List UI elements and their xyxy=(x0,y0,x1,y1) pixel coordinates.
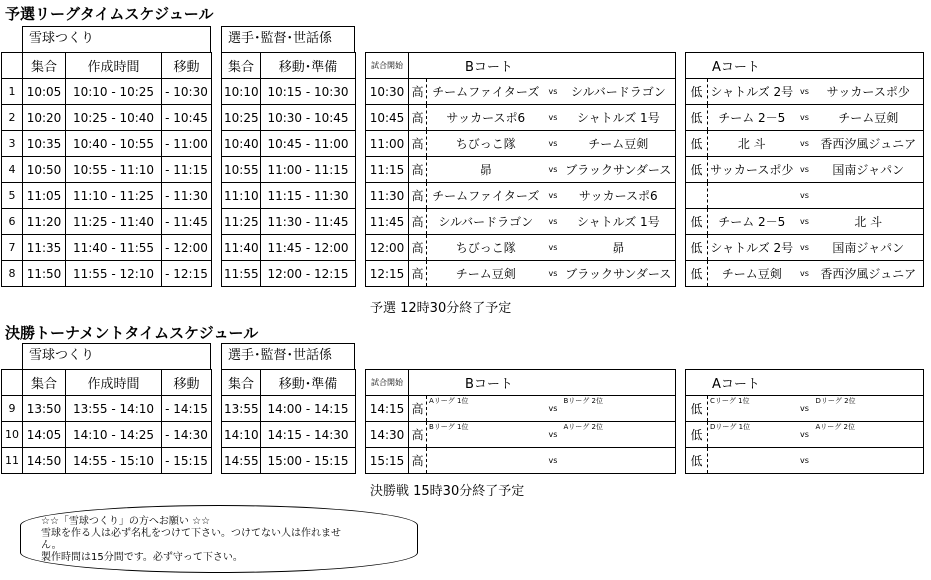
prelim-court-b-row xyxy=(366,261,676,287)
final-court-a-row xyxy=(686,396,924,422)
prelim-staff-row xyxy=(222,235,356,261)
final-snow-table xyxy=(1,369,212,474)
final-court-a-row xyxy=(686,422,924,448)
vs-label: vs xyxy=(545,422,562,448)
vs-label: vs xyxy=(796,79,814,105)
final-court-a-table xyxy=(685,369,924,474)
team-away: シャトルズ 1号 xyxy=(562,105,676,131)
blank-cell xyxy=(2,370,23,396)
staff-meet-time: 11:25 xyxy=(222,209,261,235)
team-home xyxy=(427,448,545,474)
final-title: 決勝トーナメントタイムスケジュール xyxy=(5,324,259,342)
team-away: 国南ジャパン xyxy=(814,235,924,261)
team-away: 香西汐風ジュニア xyxy=(814,131,924,157)
final-snow-row xyxy=(2,448,212,474)
prelim-snow-col-1: 作成時間 xyxy=(66,53,162,79)
round-number: 9 xyxy=(2,396,23,422)
team-away: Aリーグ 2位 xyxy=(814,422,924,448)
staff-move-time: 11:30 - 11:45 xyxy=(261,209,356,235)
level-label: 高 xyxy=(409,448,427,474)
team-away xyxy=(562,448,676,474)
snow-make-time: 11:55 - 12:10 xyxy=(66,261,162,287)
prelim-staff-row xyxy=(222,183,356,209)
final-court-a-row xyxy=(686,448,924,474)
snow-move-time: - 14:30 xyxy=(162,422,212,448)
prelim-staff-row xyxy=(222,105,356,131)
final-court-b-row xyxy=(366,422,676,448)
snow-move-time: - 10:30 xyxy=(162,79,212,105)
snow-meet-time: 14:05 xyxy=(23,422,66,448)
match-start-time: 12:00 xyxy=(366,235,409,261)
team-home: ちびっこ隊 xyxy=(427,235,545,261)
final-staff-table xyxy=(221,369,356,474)
vs-label: vs xyxy=(796,131,814,157)
match-start-time: 15:15 xyxy=(366,448,409,474)
vs-label: vs xyxy=(545,131,562,157)
level-label: 低 xyxy=(686,261,708,287)
snow-meet-time: 14:50 xyxy=(23,448,66,474)
prelim-staff-col-0: 集合 xyxy=(222,53,261,79)
vs-label: vs xyxy=(796,105,814,131)
team-home: チームファイターズ xyxy=(427,79,545,105)
prelim-snow-row xyxy=(2,235,212,261)
team-away: シャトルズ 1号 xyxy=(562,209,676,235)
team-home: ちびっこ隊 xyxy=(427,131,545,157)
prelim-snow-row xyxy=(2,79,212,105)
snow-make-time: 14:10 - 14:25 xyxy=(66,422,162,448)
level-label: 高 xyxy=(409,261,427,287)
staff-move-time: 14:00 - 14:15 xyxy=(261,396,356,422)
snow-meet-time: 11:05 xyxy=(23,183,66,209)
staff-move-time: 15:00 - 15:15 xyxy=(261,448,356,474)
prelim-staff-row xyxy=(222,209,356,235)
snow-make-time: 11:10 - 11:25 xyxy=(66,183,162,209)
final-staff-row xyxy=(222,422,356,448)
prelim-staff-row xyxy=(222,157,356,183)
staff-meet-time: 10:55 xyxy=(222,157,261,183)
prelim-court-a-row xyxy=(686,261,924,287)
prelim-snow-table xyxy=(1,52,212,287)
team-away: Aリーグ 2位 xyxy=(562,422,676,448)
snow-meet-time: 10:50 xyxy=(23,157,66,183)
vs-label: vs xyxy=(796,157,814,183)
prelim-court-b-row xyxy=(366,131,676,157)
snow-make-time: 10:10 - 10:25 xyxy=(66,79,162,105)
staff-meet-time: 14:10 xyxy=(222,422,261,448)
prelim-court-b-table xyxy=(365,52,676,287)
staff-move-time: 12:00 - 12:15 xyxy=(261,261,356,287)
prelim-court-b-row xyxy=(366,79,676,105)
snow-meet-time: 10:05 xyxy=(23,79,66,105)
final-snow-col-2: 移動 xyxy=(162,370,212,396)
notice-line4: 製作時間は15分間です。必ず守って下さい。 xyxy=(41,552,243,563)
final-snow-header: 雪球つくり xyxy=(22,343,211,369)
vs-label: vs xyxy=(545,79,562,105)
prelim-court-a-row xyxy=(686,235,924,261)
staff-meet-time: 11:10 xyxy=(222,183,261,209)
vs-label: vs xyxy=(545,105,562,131)
vs-label: vs xyxy=(796,448,814,474)
prelim-snow-row xyxy=(2,209,212,235)
prelim-court-a-row xyxy=(686,157,924,183)
snow-make-time: 10:40 - 10:55 xyxy=(66,131,162,157)
team-home: 北 斗 xyxy=(708,131,796,157)
team-away xyxy=(814,448,924,474)
vs-label: vs xyxy=(545,396,562,422)
snow-move-time: - 12:00 xyxy=(162,235,212,261)
final-staff-col-0: 集合 xyxy=(222,370,261,396)
prelim-staff-row xyxy=(222,131,356,157)
snow-make-time: 11:25 - 11:40 xyxy=(66,209,162,235)
prelim-court-a-row xyxy=(686,79,924,105)
round-number: 6 xyxy=(2,209,23,235)
staff-meet-time: 10:25 xyxy=(222,105,261,131)
prelim-snow-col-0: 集合 xyxy=(23,53,66,79)
level-label xyxy=(686,183,708,209)
prelim-court-b-row xyxy=(366,157,676,183)
vs-label: vs xyxy=(545,448,562,474)
vs-label: vs xyxy=(545,209,562,235)
round-number: 4 xyxy=(2,157,23,183)
prelim-match-start-label: 試合開始 xyxy=(366,53,409,79)
team-home: Aリーグ 1位 xyxy=(427,396,545,422)
team-away: Dリーグ 2位 xyxy=(814,396,924,422)
vs-label: vs xyxy=(545,235,562,261)
level-label: 高 xyxy=(409,183,427,209)
staff-meet-time: 10:10 xyxy=(222,79,261,105)
final-court-b-table xyxy=(365,369,676,474)
team-home: サッカースポ少 xyxy=(708,157,796,183)
prelim-staff-table xyxy=(221,52,356,287)
team-home: サッカースポ6 xyxy=(427,105,545,131)
prelim-court-a-row xyxy=(686,209,924,235)
level-label: 高 xyxy=(409,79,427,105)
team-away: 昴 xyxy=(562,235,676,261)
final-court-a-label: Aコート xyxy=(686,370,924,396)
final-court-b-row xyxy=(366,396,676,422)
snow-meet-time: 11:50 xyxy=(23,261,66,287)
level-label: 高 xyxy=(409,396,427,422)
team-away xyxy=(814,183,924,209)
final-snow-row xyxy=(2,422,212,448)
team-home: Dリーグ 1位 xyxy=(708,422,796,448)
team-home: チーム豆剣 xyxy=(427,261,545,287)
final-staff-row xyxy=(222,448,356,474)
notice-line1: ☆☆「雪球つくり」の方へお願い ☆☆ xyxy=(41,516,211,527)
match-start-time: 11:00 xyxy=(366,131,409,157)
staff-meet-time: 11:55 xyxy=(222,261,261,287)
match-start-time: 10:30 xyxy=(366,79,409,105)
level-label: 高 xyxy=(409,105,427,131)
final-snow-row xyxy=(2,396,212,422)
vs-label: vs xyxy=(545,157,562,183)
prelim-staff-row xyxy=(222,261,356,287)
notice-box xyxy=(20,505,418,573)
prelim-court-a-row xyxy=(686,105,924,131)
vs-label: vs xyxy=(796,183,814,209)
team-home: Cリーグ 1位 xyxy=(708,396,796,422)
snow-meet-time: 11:35 xyxy=(23,235,66,261)
vs-label: vs xyxy=(545,261,562,287)
team-away: Bリーグ 2位 xyxy=(562,396,676,422)
vs-label: vs xyxy=(796,235,814,261)
final-court-b-row xyxy=(366,448,676,474)
snow-move-time: - 11:30 xyxy=(162,183,212,209)
round-number: 3 xyxy=(2,131,23,157)
prelim-snow-row xyxy=(2,131,212,157)
prelim-court-a-label: Aコート xyxy=(686,53,924,79)
notice-line2: 雪球を作る人は必ず名札をつけて下さい。つけてない人は作れませ xyxy=(41,528,341,539)
team-home: チームファイターズ xyxy=(427,183,545,209)
vs-label: vs xyxy=(796,261,814,287)
snow-make-time: 10:25 - 10:40 xyxy=(66,105,162,131)
level-label: 低 xyxy=(686,79,708,105)
level-label: 低 xyxy=(686,422,708,448)
team-home xyxy=(708,448,796,474)
staff-meet-time: 10:40 xyxy=(222,131,261,157)
final-staff-col-1: 移動･準備 xyxy=(261,370,356,396)
prelim-court-b-row xyxy=(366,209,676,235)
final-snow-col-1: 作成時間 xyxy=(66,370,162,396)
team-away: 香西汐風ジュニア xyxy=(814,261,924,287)
round-number: 1 xyxy=(2,79,23,105)
team-away: チーム豆剣 xyxy=(562,131,676,157)
prelim-snow-row xyxy=(2,105,212,131)
prelim-staff-col-1: 移動･準備 xyxy=(261,53,356,79)
prelim-court-b-row xyxy=(366,235,676,261)
final-court-b-label: Bコート xyxy=(409,370,676,396)
match-start-time: 11:15 xyxy=(366,157,409,183)
round-number: 8 xyxy=(2,261,23,287)
team-away: シルバードラゴン xyxy=(562,79,676,105)
prelim-court-a-table xyxy=(685,52,924,287)
team-away: サッカースポ少 xyxy=(814,79,924,105)
team-home: チーム豆剣 xyxy=(708,261,796,287)
round-number: 11 xyxy=(2,448,23,474)
prelim-snow-header: 雪球つくり xyxy=(22,26,211,52)
snow-meet-time: 10:35 xyxy=(23,131,66,157)
snow-move-time: - 12:15 xyxy=(162,261,212,287)
staff-move-time: 10:45 - 11:00 xyxy=(261,131,356,157)
snow-make-time: 11:40 - 11:55 xyxy=(66,235,162,261)
blank-cell xyxy=(2,53,23,79)
team-home xyxy=(708,183,796,209)
team-away: サッカースポ6 xyxy=(562,183,676,209)
snow-move-time: - 10:45 xyxy=(162,105,212,131)
level-label: 低 xyxy=(686,448,708,474)
team-away: チーム豆剣 xyxy=(814,105,924,131)
team-away: 国南ジャパン xyxy=(814,157,924,183)
round-number: 10 xyxy=(2,422,23,448)
snow-move-time: - 11:45 xyxy=(162,209,212,235)
level-label: 低 xyxy=(686,157,708,183)
prelim-court-b-label: Bコート xyxy=(409,53,676,79)
staff-move-time: 11:15 - 11:30 xyxy=(261,183,356,209)
team-away: ブラックサンダース xyxy=(562,157,676,183)
level-label: 高 xyxy=(409,209,427,235)
snow-meet-time: 13:50 xyxy=(23,396,66,422)
level-label: 低 xyxy=(686,209,708,235)
team-away: 北 斗 xyxy=(814,209,924,235)
staff-move-time: 10:15 - 10:30 xyxy=(261,79,356,105)
prelim-end-note: 予選 12時30分終了予定 xyxy=(370,301,512,316)
prelim-court-a-row xyxy=(686,131,924,157)
snow-move-time: - 14:15 xyxy=(162,396,212,422)
round-number: 7 xyxy=(2,235,23,261)
round-number: 5 xyxy=(2,183,23,209)
staff-meet-time: 14:55 xyxy=(222,448,261,474)
team-home: 昴 xyxy=(427,157,545,183)
match-start-time: 11:45 xyxy=(366,209,409,235)
vs-label: vs xyxy=(796,396,814,422)
final-snow-col-0: 集合 xyxy=(23,370,66,396)
prelim-snow-row xyxy=(2,183,212,209)
prelim-court-a-row xyxy=(686,183,924,209)
staff-move-time: 10:30 - 10:45 xyxy=(261,105,356,131)
level-label: 低 xyxy=(686,131,708,157)
match-start-time: 11:30 xyxy=(366,183,409,209)
level-label: 高 xyxy=(409,157,427,183)
snow-move-time: - 11:15 xyxy=(162,157,212,183)
team-home: Bリーグ 1位 xyxy=(427,422,545,448)
match-start-time: 14:15 xyxy=(366,396,409,422)
team-home: チーム 2－5 xyxy=(708,105,796,131)
final-staff-row xyxy=(222,396,356,422)
team-away: ブラックサンダース xyxy=(562,261,676,287)
level-label: 低 xyxy=(686,396,708,422)
vs-label: vs xyxy=(545,183,562,209)
snow-move-time: - 11:00 xyxy=(162,131,212,157)
prelim-snow-row xyxy=(2,157,212,183)
prelim-court-b-row xyxy=(366,105,676,131)
prelim-title: 予選リーグタイムスケジュール xyxy=(5,5,214,23)
staff-meet-time: 11:40 xyxy=(222,235,261,261)
final-staff-header: 選手･監督･世話係 xyxy=(221,343,355,369)
final-end-note: 決勝戦 15時30分終了予定 xyxy=(370,484,525,499)
team-home: シャトルズ 2号 xyxy=(708,235,796,261)
level-label: 高 xyxy=(409,131,427,157)
team-home: シルバードラゴン xyxy=(427,209,545,235)
final-match-start-label: 試合開始 xyxy=(366,370,409,396)
staff-move-time: 11:00 - 11:15 xyxy=(261,157,356,183)
snow-make-time: 14:55 - 15:10 xyxy=(66,448,162,474)
match-start-time: 10:45 xyxy=(366,105,409,131)
snow-meet-time: 11:20 xyxy=(23,209,66,235)
staff-meet-time: 13:55 xyxy=(222,396,261,422)
snow-meet-time: 10:20 xyxy=(23,105,66,131)
snow-move-time: - 15:15 xyxy=(162,448,212,474)
snow-make-time: 10:55 - 11:10 xyxy=(66,157,162,183)
notice-line3: ん。 xyxy=(41,540,62,551)
staff-move-time: 11:45 - 12:00 xyxy=(261,235,356,261)
prelim-court-b-row xyxy=(366,183,676,209)
level-label: 高 xyxy=(409,422,427,448)
staff-move-time: 14:15 - 14:30 xyxy=(261,422,356,448)
team-home: チーム 2－5 xyxy=(708,209,796,235)
level-label: 低 xyxy=(686,235,708,261)
prelim-staff-row xyxy=(222,79,356,105)
prelim-snow-col-2: 移動 xyxy=(162,53,212,79)
team-home: シャトルズ 2号 xyxy=(708,79,796,105)
round-number: 2 xyxy=(2,105,23,131)
level-label: 高 xyxy=(409,235,427,261)
vs-label: vs xyxy=(796,209,814,235)
match-start-time: 12:15 xyxy=(366,261,409,287)
prelim-snow-row xyxy=(2,261,212,287)
level-label: 低 xyxy=(686,105,708,131)
prelim-staff-header: 選手･監督･世話係 xyxy=(221,26,355,52)
snow-make-time: 13:55 - 14:10 xyxy=(66,396,162,422)
match-start-time: 14:30 xyxy=(366,422,409,448)
vs-label: vs xyxy=(796,422,814,448)
